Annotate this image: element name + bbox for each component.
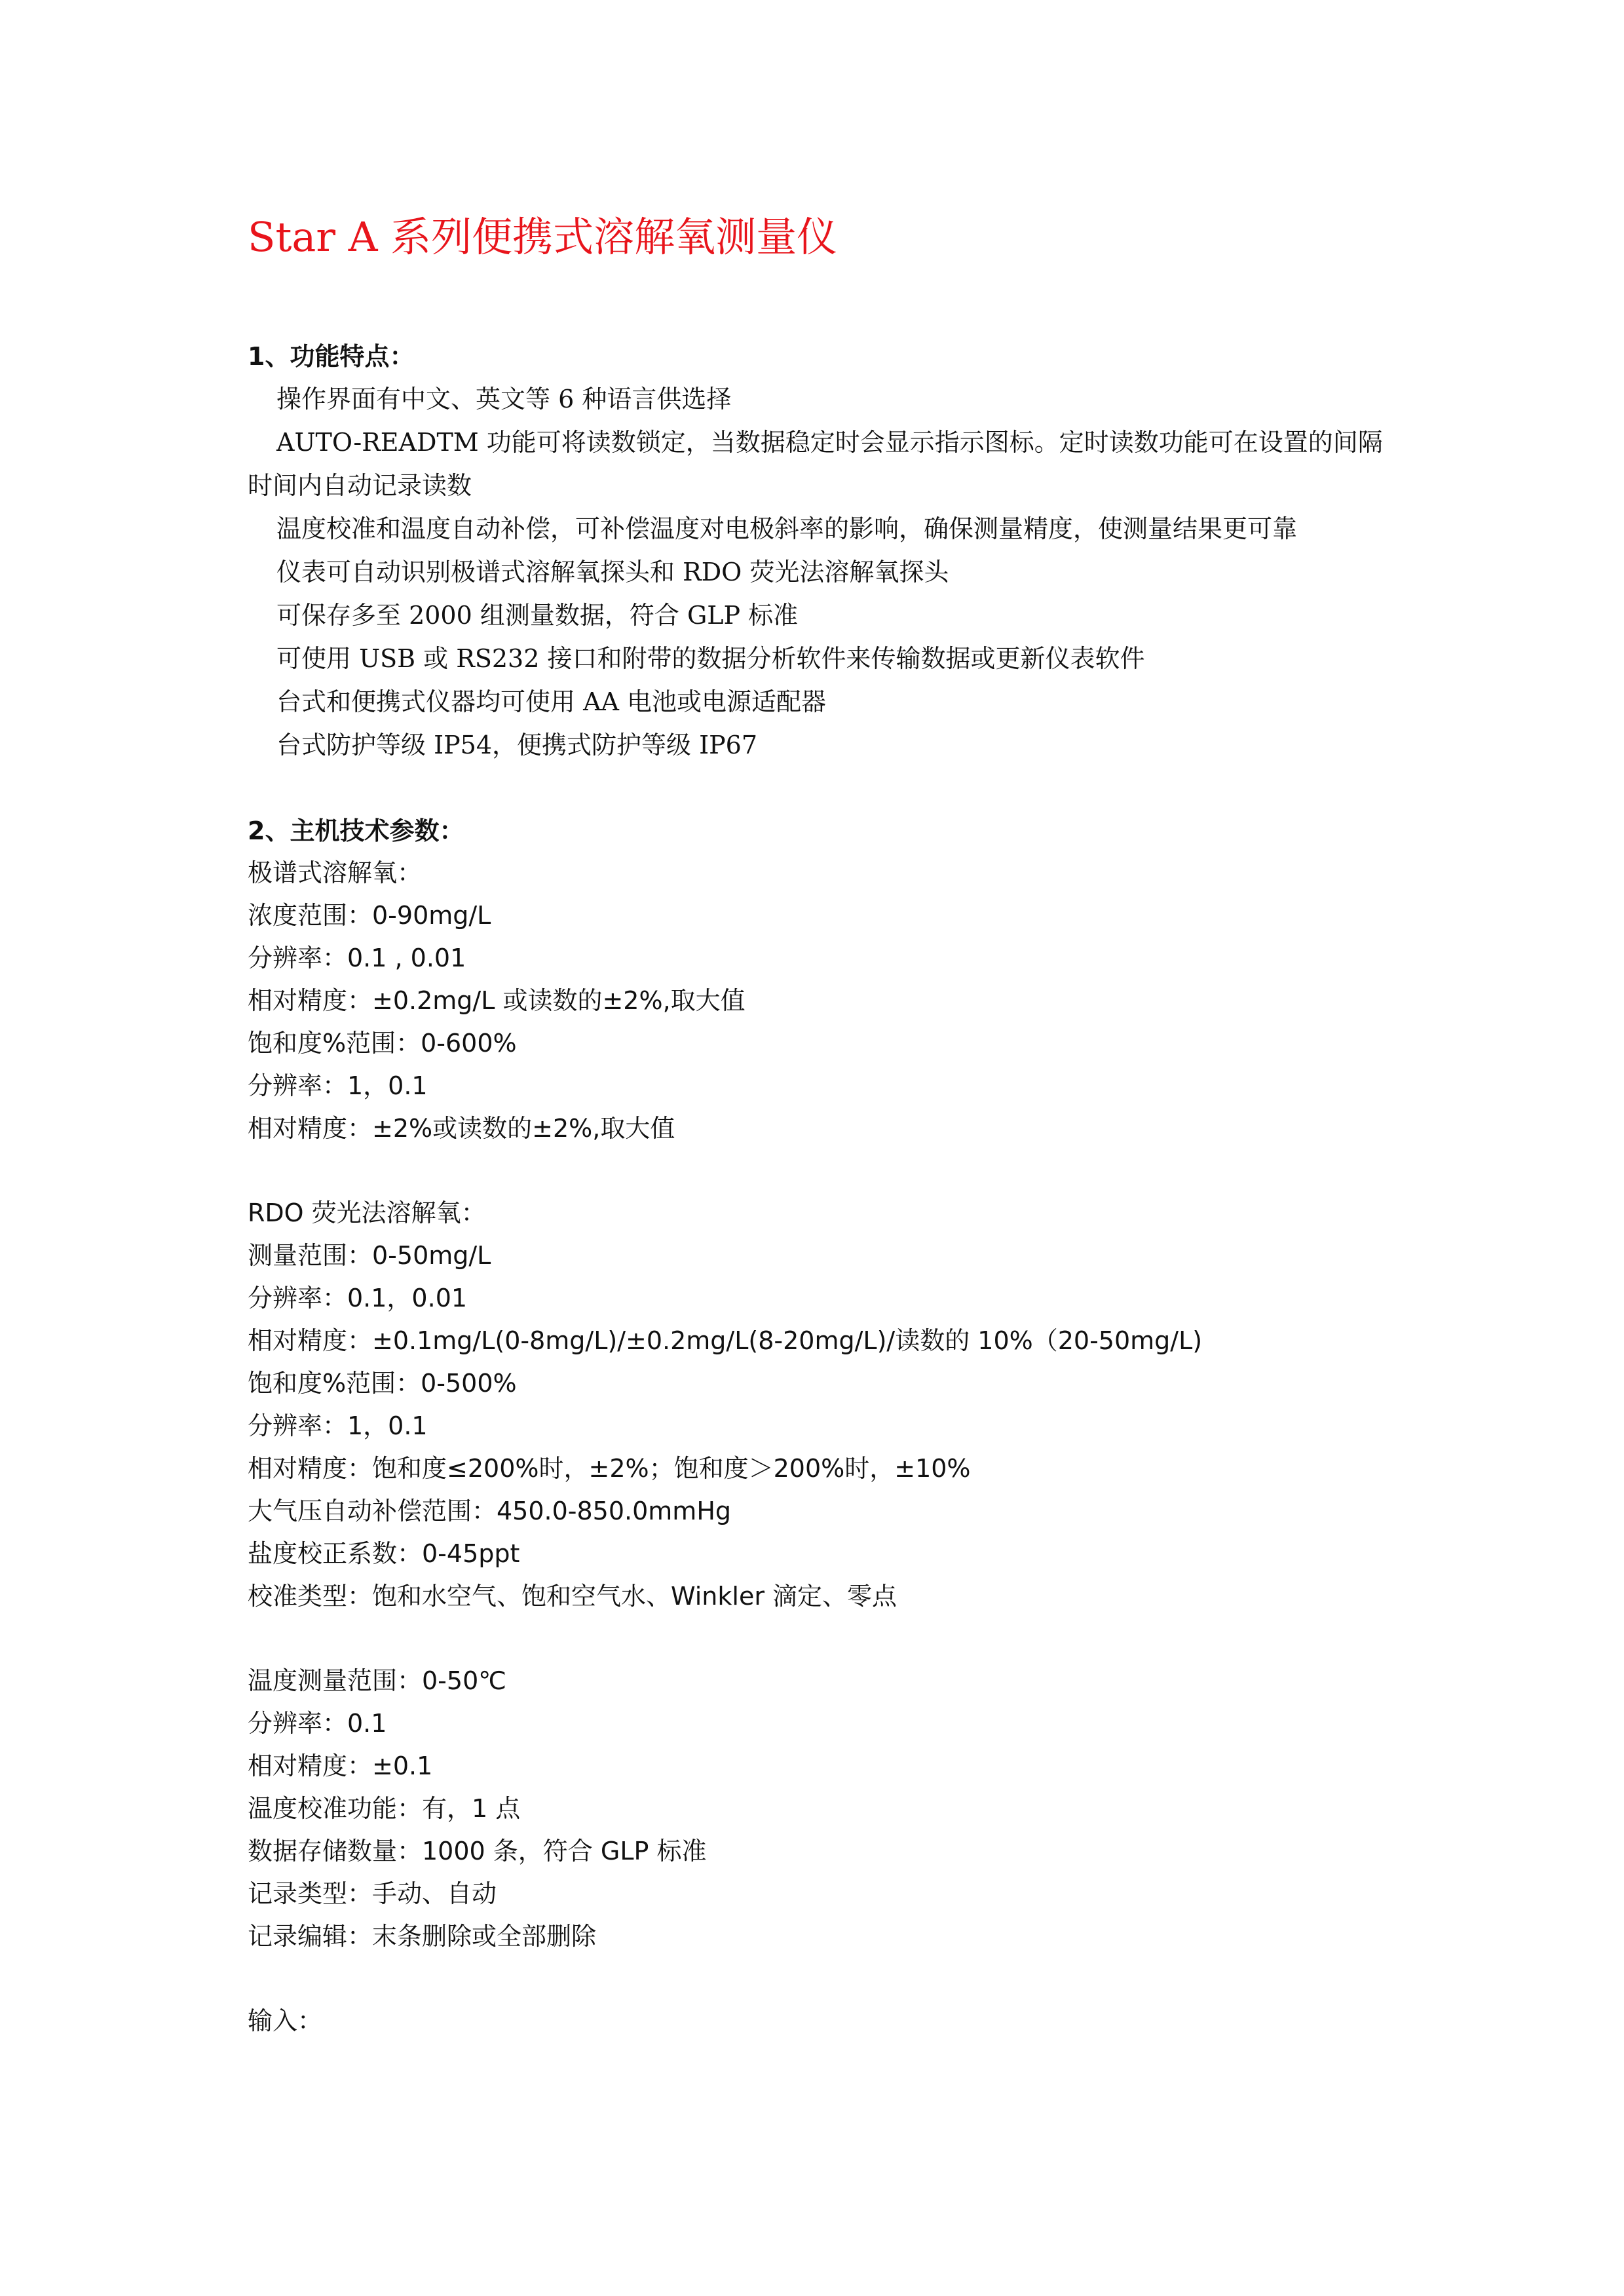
spec-line: 饱和度%范围：0-500% xyxy=(248,1369,517,1398)
spec-line: 分辨率：1，0.1 xyxy=(248,1071,428,1100)
spec-line: 数据存储数量：1000 条，符合 GLP 标准 xyxy=(248,1837,707,1866)
features-list xyxy=(248,377,1401,767)
spec-line: 浓度范围：0-90mg/L xyxy=(248,901,491,930)
spec-line: 测量范围：0-50mg/L xyxy=(248,1241,491,1270)
spec-line: 相对精度：±0.1 xyxy=(248,1751,433,1780)
spacer xyxy=(248,767,1401,810)
feature-item: 温度校准和温度自动补偿，可补偿温度对电极斜率的影响，确保测量精度，使测量结果更可靠 xyxy=(276,514,1298,543)
feature-item: 台式防护等级 IP54，便携式防护等级 IP67 xyxy=(276,731,758,759)
input-heading: 输入： xyxy=(248,2006,323,2035)
spec-line: 饱和度%范围：0-600% xyxy=(248,1029,517,1058)
spec-line: RDO 荧光法溶解氧： xyxy=(248,1198,486,1227)
spec-line: 相对精度：±2%或读数的±2%,取大值 xyxy=(248,1114,675,1143)
rdo-specs xyxy=(248,1192,1401,1618)
spec-line: 记录类型：手动、自动 xyxy=(248,1879,497,1908)
specs-heading: 2、主机技术参数： xyxy=(248,816,464,845)
feature-item: AUTO-READTM 功能可将读数锁定，当数据稳定时会显示指示图标。定时读数功能可在设置的间隔时间内自动记录读数 xyxy=(248,428,1383,500)
spec-line: 相对精度：±0.2mg/L 或读数的±2%,取大值 xyxy=(248,986,746,1015)
feature-item: 操作界面有中文、英文等 6 种语言供选择 xyxy=(276,385,732,413)
spec-line: 极谱式溶解氧： xyxy=(248,858,423,887)
feature-item: 可保存多至 2000 组测量数据，符合 GLP 标准 xyxy=(276,601,799,630)
spec-line: 相对精度：±0.1mg/L(0-8mg/L)/±0.2mg/L(8-20mg/L)/读数的 10%（20-50mg/L) xyxy=(248,1326,1203,1355)
feature-item: 仪表可自动识别极谱式溶解氧探头和 RDO 荧光法溶解氧探头 xyxy=(276,558,949,586)
spacer xyxy=(248,1150,1401,1192)
spec-line: 分辨率：0.1 , 0.01 xyxy=(248,944,466,972)
spec-line: 分辨率：1，0.1 xyxy=(248,1411,428,1440)
spec-line: 温度测量范围：0-50℃ xyxy=(248,1666,506,1695)
features-heading: 1、功能特点： xyxy=(248,342,415,371)
spec-line: 校准类型：饱和水空气、饱和空气水、Winkler 滴定、零点 xyxy=(248,1582,897,1611)
spec-line: 大气压自动补偿范围：450.0-850.0mmHg xyxy=(248,1497,732,1525)
spacer xyxy=(248,1618,1401,1660)
document-title: Star A 系列便携式溶解氧测量仪 xyxy=(248,213,838,261)
polarographic-specs xyxy=(248,852,1401,1150)
spec-line: 盐度校正系数：0-45ppt xyxy=(248,1539,520,1568)
spec-line: 温度校准功能：有，1 点 xyxy=(248,1794,521,1823)
feature-item: 台式和便携式仪器均可使用 AA 电池或电源适配器 xyxy=(276,687,827,716)
document-page xyxy=(248,211,1401,2042)
spec-line: 记录编辑：末条删除或全部删除 xyxy=(248,1922,597,1951)
spec-line: 分辨率：0.1 xyxy=(248,1709,387,1738)
temperature-specs xyxy=(248,1660,1401,1958)
spec-line: 相对精度：饱和度≤200%时，±2%；饱和度＞200%时，±10% xyxy=(248,1454,971,1483)
spacer xyxy=(248,1958,1401,2000)
feature-item: 可使用 USB 或 RS232 接口和附带的数据分析软件来传输数据或更新仪表软件 xyxy=(276,644,1145,673)
spec-line: 分辨率：0.1，0.01 xyxy=(248,1284,468,1312)
